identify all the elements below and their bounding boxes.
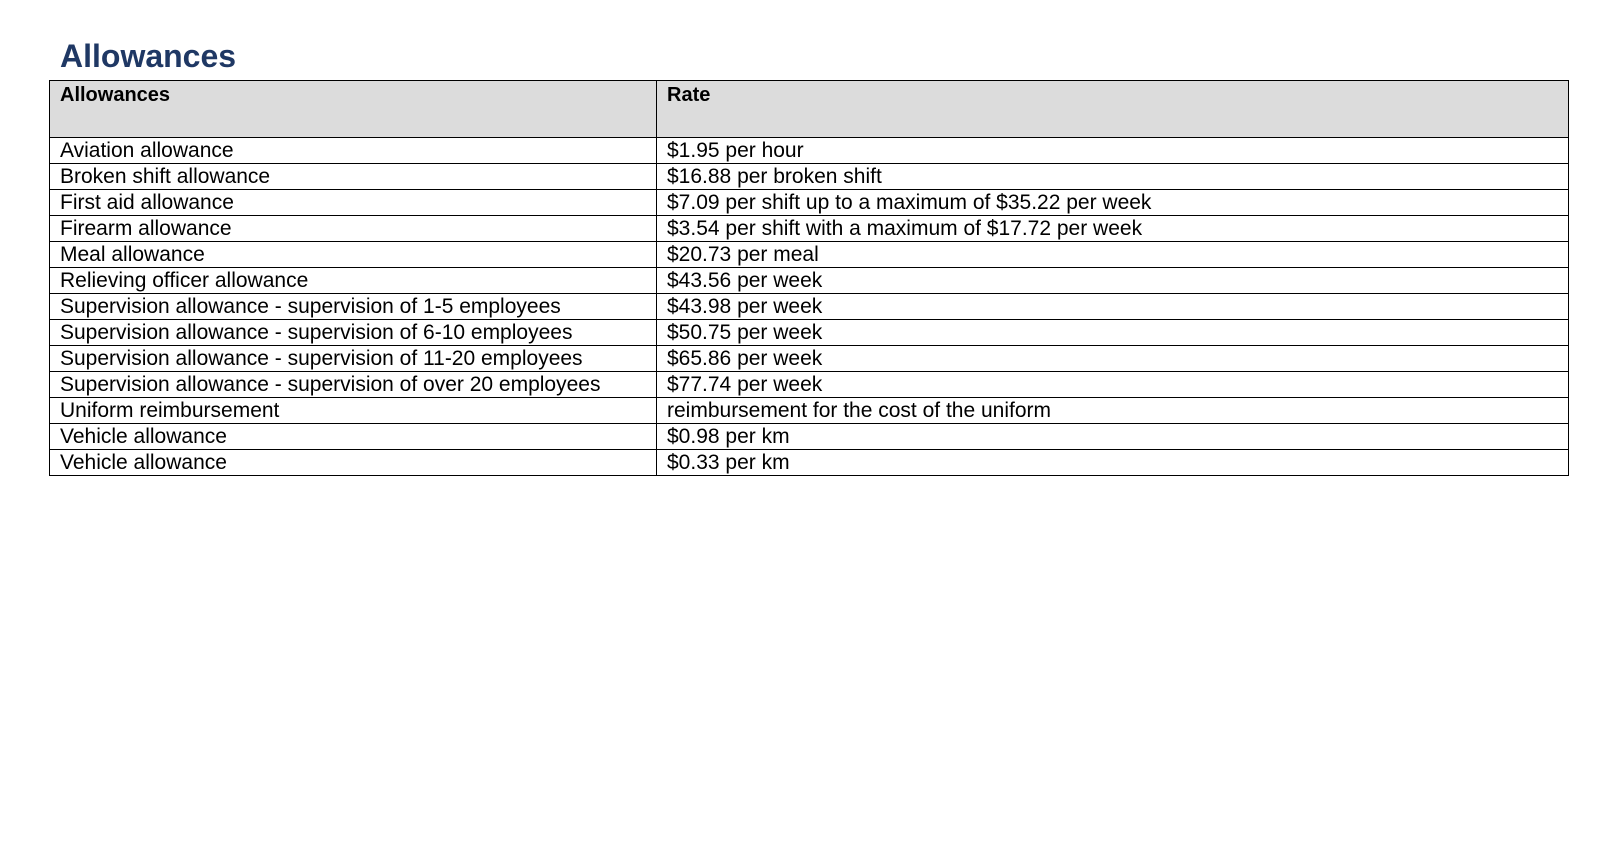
rate-cell: $77.74 per week [657, 372, 1569, 398]
allowance-name-cell: Firearm allowance [50, 216, 657, 242]
allowance-name-cell: First aid allowance [50, 190, 657, 216]
table-row [50, 268, 1569, 294]
allowance-name-cell: Aviation allowance [50, 138, 657, 164]
table-header [50, 81, 1569, 138]
table-row [50, 190, 1569, 216]
rate-cell: $50.75 per week [657, 320, 1569, 346]
table-row [50, 164, 1569, 190]
allowance-name-cell: Vehicle allowance [50, 450, 657, 476]
table-row [50, 346, 1569, 372]
rate-cell: $1.95 per hour [657, 138, 1569, 164]
column-header-allowances: Allowances [50, 81, 657, 138]
rate-cell: $20.73 per meal [657, 242, 1569, 268]
allowance-name-cell: Meal allowance [50, 242, 657, 268]
rate-cell: $43.56 per week [657, 268, 1569, 294]
rate-cell: reimbursement for the cost of the uniform [657, 398, 1569, 424]
allowance-name-cell: Supervision allowance - supervision of 11-20 employees [50, 346, 657, 372]
table-row [50, 450, 1569, 476]
allowance-name-cell: Relieving officer allowance [50, 268, 657, 294]
table-body [50, 138, 1569, 476]
table-row [50, 242, 1569, 268]
table-row [50, 320, 1569, 346]
allowances-table [49, 80, 1569, 476]
table-row [50, 372, 1569, 398]
allowance-name-cell: Vehicle allowance [50, 424, 657, 450]
rate-cell: $65.86 per week [657, 346, 1569, 372]
table-row [50, 424, 1569, 450]
rate-cell: $7.09 per shift up to a maximum of $35.22 per week [657, 190, 1569, 216]
allowance-name-cell: Supervision allowance - supervision of 1-5 employees [50, 294, 657, 320]
allowance-name-cell: Broken shift allowance [50, 164, 657, 190]
table-row [50, 294, 1569, 320]
table-row [50, 398, 1569, 424]
allowance-name-cell: Supervision allowance - supervision of over 20 employees [50, 372, 657, 398]
rate-cell: $16.88 per broken shift [657, 164, 1569, 190]
rate-cell: $43.98 per week [657, 294, 1569, 320]
allowance-name-cell: Uniform reimbursement [50, 398, 657, 424]
rate-cell: $0.33 per km [657, 450, 1569, 476]
rate-cell: $0.98 per km [657, 424, 1569, 450]
allowance-name-cell: Supervision allowance - supervision of 6-10 employees [50, 320, 657, 346]
table-row [50, 138, 1569, 164]
table-row [50, 216, 1569, 242]
column-header-rate: Rate [657, 81, 1569, 138]
header-row [50, 81, 1569, 138]
section-title: Allowances [60, 38, 237, 74]
rate-cell: $3.54 per shift with a maximum of $17.72 per week [657, 216, 1569, 242]
